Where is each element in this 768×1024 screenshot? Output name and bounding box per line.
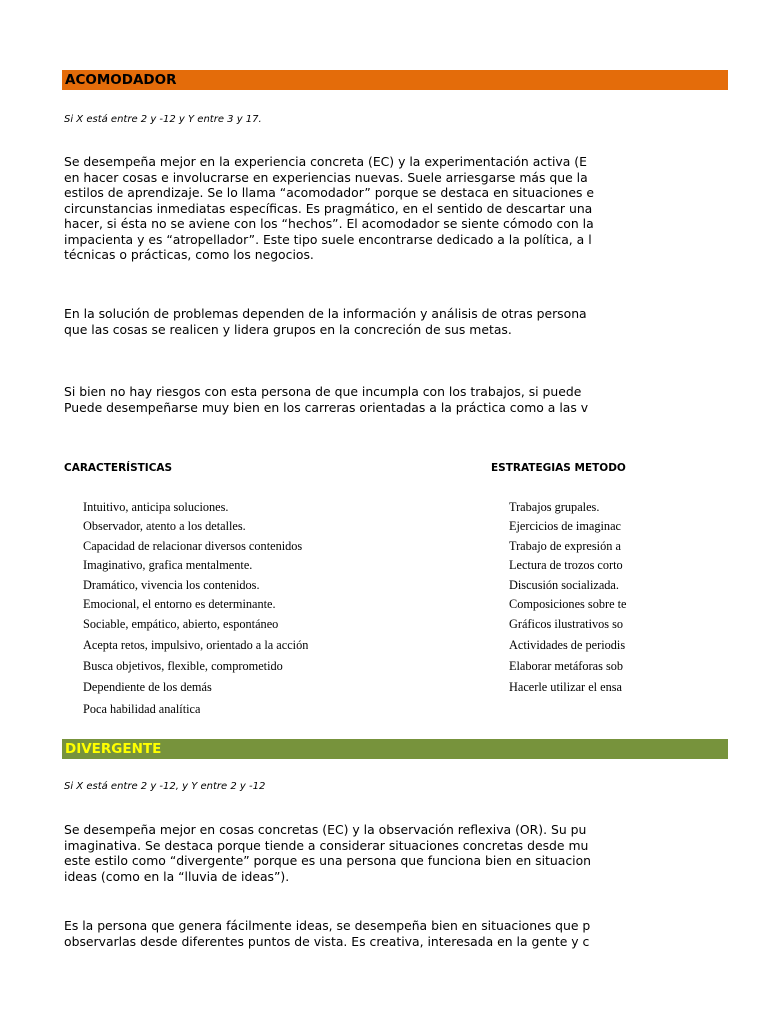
list-item: Actividades de periodis (509, 638, 626, 652)
list-item: Lectura de trozos corto (509, 558, 623, 572)
caracteristicas-list (83, 499, 463, 725)
list-item: Gráficos ilustrativos so (509, 617, 624, 631)
list-item: Trabajos grupales. (509, 500, 600, 514)
divergente-range-note: Si X está entre 2 y -12, y Y entre 2 y -12 (64, 781, 266, 792)
list-item: Ejercicios de imaginac (509, 519, 621, 533)
section-header-acomodador: ACOMODADOR (62, 70, 728, 90)
text-line: impacienta y es “atropellador”. Este tipo suele encontrarse dedicado a la política, a l (64, 231, 592, 247)
list-item: Dramático, vivencia los contenidos. (83, 578, 260, 592)
text-line: estilos de aprendizaje. Se lo llama “acomodador” porque se destaca en situaciones e (64, 185, 595, 200)
divergente-paragraph-2 (64, 918, 648, 949)
text-line: Puede desempeñarse muy bien en los carreras orientadas a la práctica como a las v (64, 399, 589, 415)
text-line: este estilo como “divergente” porque es una persona que funciona bien en situacion (64, 853, 592, 868)
list-item: Emocional, el entorno es determinante. (83, 597, 276, 611)
list-item: Capacidad de relacionar diversos contenidos (83, 539, 303, 553)
acomodador-paragraph-3 (64, 384, 648, 415)
list-item: Acepta retos, impulsivo, orientado a la acción (83, 638, 309, 652)
divergente-paragraph-1 (64, 822, 648, 884)
text-line: En la solución de problemas dependen de la información y análisis de otras persona (64, 306, 587, 321)
text-line: técnicas o prácticas, como los negocios. (64, 247, 314, 262)
text-line: Si bien no hay riesgos con esta persona de que incumpla con los trabajos, si puede (64, 384, 582, 399)
text-line: observarlas desde diferentes puntos de vista. Es creativa, interesada en la gente y c (64, 933, 590, 949)
text-line: hacer, si ésta no se aviene con los “hechos”. El acomodador se siente cómodo con la (64, 216, 594, 231)
list-item: Intuitivo, anticipa soluciones. (83, 500, 229, 514)
list-item: Trabajo de expresión a (509, 539, 621, 553)
text-line: circunstancias inmediatas específicas. Es pragmático, en el sentido de descartar una (64, 200, 593, 216)
text-line: en hacer cosas e involucrarse en experiencias nuevas. Suele arriesgarse más que la (64, 169, 588, 185)
text-line: Se desempeña mejor en la experiencia concreta (EC) y la experimentación activa (E (64, 154, 587, 169)
acomodador-range-note: Si X está entre 2 y -12 y Y entre 3 y 17. (64, 114, 262, 125)
text-line: imaginativa. Se destaca porque tiende a considerar situaciones concretas desde mu (64, 837, 589, 853)
estrategias-list (509, 499, 648, 699)
list-item: Elaborar metáforas sob (509, 659, 624, 673)
list-item: Poca habilidad analítica (83, 702, 201, 716)
caracteristicas-heading: CARACTERÍSTICAS (64, 462, 173, 474)
list-item: Hacerle utilizar el ensa (509, 680, 622, 694)
estrategias-heading: ESTRATEGIAS METODO (491, 462, 626, 474)
list-item: Discusión socializada. (509, 578, 619, 592)
list-item: Observador, atento a los detalles. (83, 519, 246, 533)
text-line: que las cosas se realicen y lidera grupos en la concreción de sus metas. (64, 321, 512, 337)
list-item: Composiciones sobre te (509, 597, 627, 611)
acomodador-paragraph-2 (64, 306, 648, 337)
text-line: Es la persona que genera fácilmente ideas, se desempeña bien en situaciones que p (64, 918, 591, 933)
list-item: Dependiente de los demás (83, 680, 212, 694)
text-line: ideas (como en la “lluvia de ideas”). (64, 868, 290, 884)
acomodador-paragraph-1 (64, 154, 648, 263)
list-item: Busca objetivos, flexible, comprometido (83, 659, 283, 673)
section-header-divergente: DIVERGENTE (62, 739, 728, 759)
list-item: Imaginativo, grafica mentalmente. (83, 558, 253, 572)
text-line: Se desempeña mejor en cosas concretas (EC) y la observación reflexiva (OR). Su pu (64, 822, 587, 837)
list-item: Sociable, empático, abierto, espontáneo (83, 617, 279, 631)
